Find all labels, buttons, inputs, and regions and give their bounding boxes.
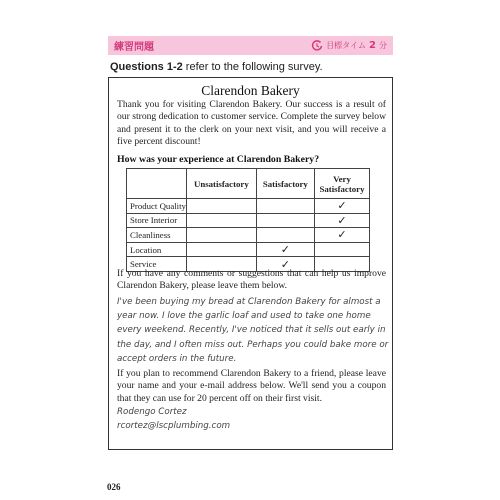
target-time-value: 2 bbox=[369, 40, 376, 51]
clock-icon bbox=[311, 40, 323, 52]
checkbox-cell[interactable] bbox=[256, 213, 314, 228]
checkbox-cell[interactable] bbox=[187, 199, 257, 214]
table-row bbox=[127, 213, 370, 228]
row-label: Store Interior bbox=[127, 213, 187, 228]
target-time bbox=[311, 40, 387, 52]
checkbox-cell[interactable] bbox=[256, 228, 314, 243]
row-label: Product Quality bbox=[127, 199, 187, 214]
survey-title: Clarendon Bakery bbox=[201, 83, 300, 98]
corner-cell bbox=[127, 169, 187, 199]
question-range: Questions 1-2 bbox=[110, 61, 183, 73]
checkbox-cell[interactable]: ✓ bbox=[315, 199, 370, 214]
column-header: Very Satisfactory bbox=[315, 169, 370, 199]
table-row bbox=[127, 228, 370, 243]
comments-prompt: If you have any comments or suggestions that can help us improve Clarendon Bakery, please leave them below. bbox=[117, 268, 386, 292]
comment-text[interactable]: I've been buying my bread at Clarendon Bakery for almost a year now. I love the garlic loaf and used to take one home every weekend. Recently, I've noticed that it sells out early in the day, and I often miss out. Perhaps you could bake more or accept orders in the future. bbox=[117, 297, 389, 364]
rating-header-row bbox=[127, 169, 370, 199]
survey-form bbox=[108, 77, 393, 450]
respondent-email[interactable]: rcortez@lscplumbing.com bbox=[117, 421, 231, 431]
checkbox-cell[interactable] bbox=[187, 228, 257, 243]
checkbox-cell[interactable]: ✓ bbox=[315, 213, 370, 228]
checkbox-cell[interactable]: ✓ bbox=[256, 242, 314, 257]
question-intro bbox=[110, 61, 323, 73]
page-number: 026 bbox=[107, 482, 121, 492]
referral-prompt: If you plan to recommend Clarendon Bakery to a friend, please leave your name and your e-mail address below. We'll send you a coupon that they can use for 20 percent off on their first visit. bbox=[117, 368, 386, 404]
target-time-unit: 分 bbox=[379, 41, 387, 50]
survey-intro: Thank you for visiting Clarendon Bakery. Our success is a result of our strong dedication to customer service. Complete the survey below and present it to the clerk on your next visit, and you will receive a five percent discount! bbox=[117, 99, 386, 148]
respondent-name[interactable]: Rodengo Cortez bbox=[117, 407, 187, 417]
question-intro-text: refer to the following survey. bbox=[182, 61, 323, 73]
section-label: 練習問題 bbox=[114, 42, 154, 53]
checkbox-cell[interactable] bbox=[256, 199, 314, 214]
exercise-header-bar bbox=[108, 36, 393, 55]
column-header: Satisfactory bbox=[256, 169, 314, 199]
checkbox-cell[interactable]: ✓ bbox=[256, 257, 314, 272]
table-row bbox=[127, 242, 370, 257]
rating-table bbox=[126, 168, 370, 272]
survey-question: How was your experience at Clarendon Bakery? bbox=[117, 154, 320, 165]
row-label: Cleanliness bbox=[127, 228, 187, 243]
row-label: Service bbox=[127, 257, 187, 272]
row-label: Location bbox=[127, 242, 187, 257]
checkbox-cell[interactable] bbox=[187, 213, 257, 228]
column-header: Unsatisfactory bbox=[187, 169, 257, 199]
table-row bbox=[127, 199, 370, 214]
target-time-label: 目標タイム bbox=[326, 41, 367, 50]
checkbox-cell[interactable] bbox=[187, 242, 257, 257]
checkbox-cell[interactable]: ✓ bbox=[315, 228, 370, 243]
checkbox-cell[interactable] bbox=[315, 242, 370, 257]
